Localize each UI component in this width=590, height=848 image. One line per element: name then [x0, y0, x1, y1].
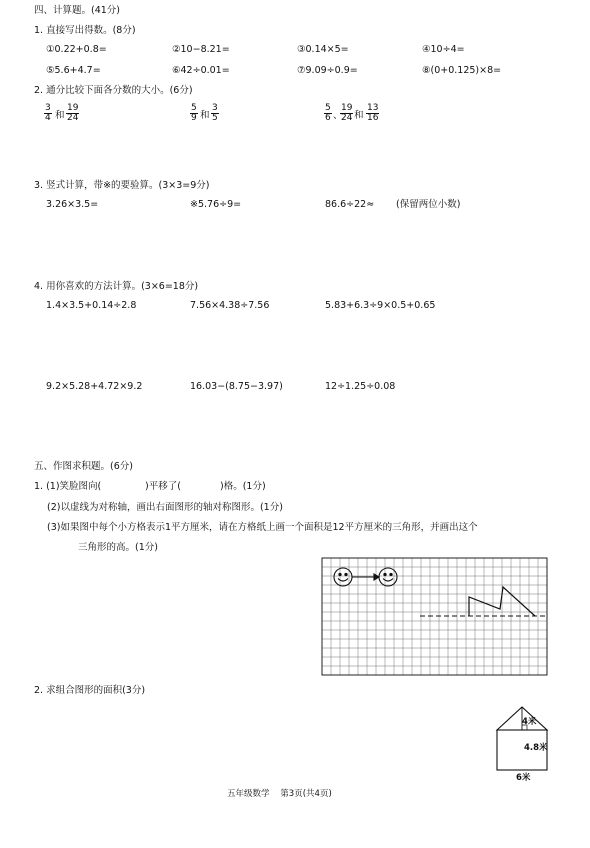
q1-item-2: ②10−8.21= — [172, 44, 230, 55]
q1-item-8: ⑧(0+0.125)×8= — [422, 65, 502, 76]
fraction-19-24: $\frac{19}{24}$ — [341, 103, 353, 124]
fraction-separator: 、 — [333, 110, 343, 121]
fraction-separator: 和 — [354, 110, 364, 121]
fraction-separator: 和 — [55, 110, 65, 121]
s5-q1-line2: (2)以虚线为对称轴，画出右面图形的轴对称图形。(1分) — [47, 502, 283, 513]
q1-title: 1. 直接写出得数。(8分) — [34, 25, 136, 36]
q2-title: 2. 通分比较下面各分数的大小。(6分) — [34, 85, 193, 96]
q1-item-6: ⑥42÷0.01= — [172, 65, 230, 76]
s5-q2-title: 2. 求组合图形的面积(3分) — [34, 685, 146, 696]
rect-height-label: 4.8米 — [524, 743, 548, 753]
q4-item-1: 1.4×3.5+0.14÷2.8 — [46, 300, 137, 311]
fraction-13-16: $\frac{13}{16}$ — [367, 103, 379, 124]
q1-item-5: ⑤5.6+4.7= — [46, 65, 101, 76]
fraction-3-5: $\frac{3}{5}$ — [212, 103, 218, 124]
grid-paper-figure — [320, 556, 550, 678]
q4-title: 4. 用你喜欢的方法计算。(3×6=18分) — [34, 281, 199, 292]
q4-item-2: 7.56×4.38÷7.56 — [190, 300, 270, 311]
q3-item-1: 3.26×3.5= — [46, 199, 99, 210]
s5-q1-line3: (3)如果图中每个小方格表示1平方厘米，请在方格纸上画一个面积是12平方厘米的三角形，并画出这个 — [47, 522, 478, 533]
q4-item-5: 16.03−(8.75−3.97) — [190, 381, 283, 392]
q4-item-3: 5.83+6.3÷9×0.5+0.65 — [325, 300, 436, 311]
q1-item-4: ④10÷4= — [422, 44, 465, 55]
fraction-5-9: $\frac{5}{9}$ — [191, 103, 197, 124]
q3-item-3: 86.6÷22≈ — [325, 199, 375, 210]
q4-item-6: 12÷1.25÷0.08 — [325, 381, 396, 392]
fraction-separator: 和 — [200, 110, 210, 121]
translation-arrow-icon — [352, 574, 379, 580]
s5-q1-line4: 三角形的高。(1分) — [78, 542, 158, 553]
s5-q1-line1a: 1. (1)笑脸图向( — [34, 481, 102, 492]
s5-q1-line1c: )格。(1分) — [220, 481, 266, 492]
q1-item-3: ③0.14×5= — [297, 44, 349, 55]
fraction-3-4: $\frac{3}{4}$ — [45, 103, 51, 124]
section4-title: 四、计算题。(41分) — [34, 5, 121, 16]
smiley-face-icon — [379, 568, 397, 586]
smiley-face-icon — [334, 568, 352, 586]
q3-item-2: ※5.76÷9= — [190, 199, 242, 210]
q3-title: 3. 竖式计算，带※的要验算。(3×3=9分) — [34, 180, 210, 191]
fraction-5-6: $\frac{5}{6}$ — [325, 103, 331, 124]
q1-item-1: ①0.22+0.8= — [46, 44, 107, 55]
fraction-19-24: $\frac{19}{24}$ — [67, 103, 79, 124]
s5-q1-line1b: )平移了( — [145, 481, 181, 492]
base-width-label: 6米 — [516, 773, 531, 783]
q3-note: (保留两位小数) — [396, 199, 461, 210]
section5-title: 五、作图求积题。(6分) — [34, 461, 133, 472]
page-footer: 五年级数学 第3页(共4页) — [227, 789, 332, 799]
q1-item-7: ⑦9.09÷0.9= — [297, 65, 358, 76]
height-label: 4米 — [522, 717, 537, 727]
q4-item-4: 9.2×5.28+4.72×9.2 — [46, 381, 143, 392]
